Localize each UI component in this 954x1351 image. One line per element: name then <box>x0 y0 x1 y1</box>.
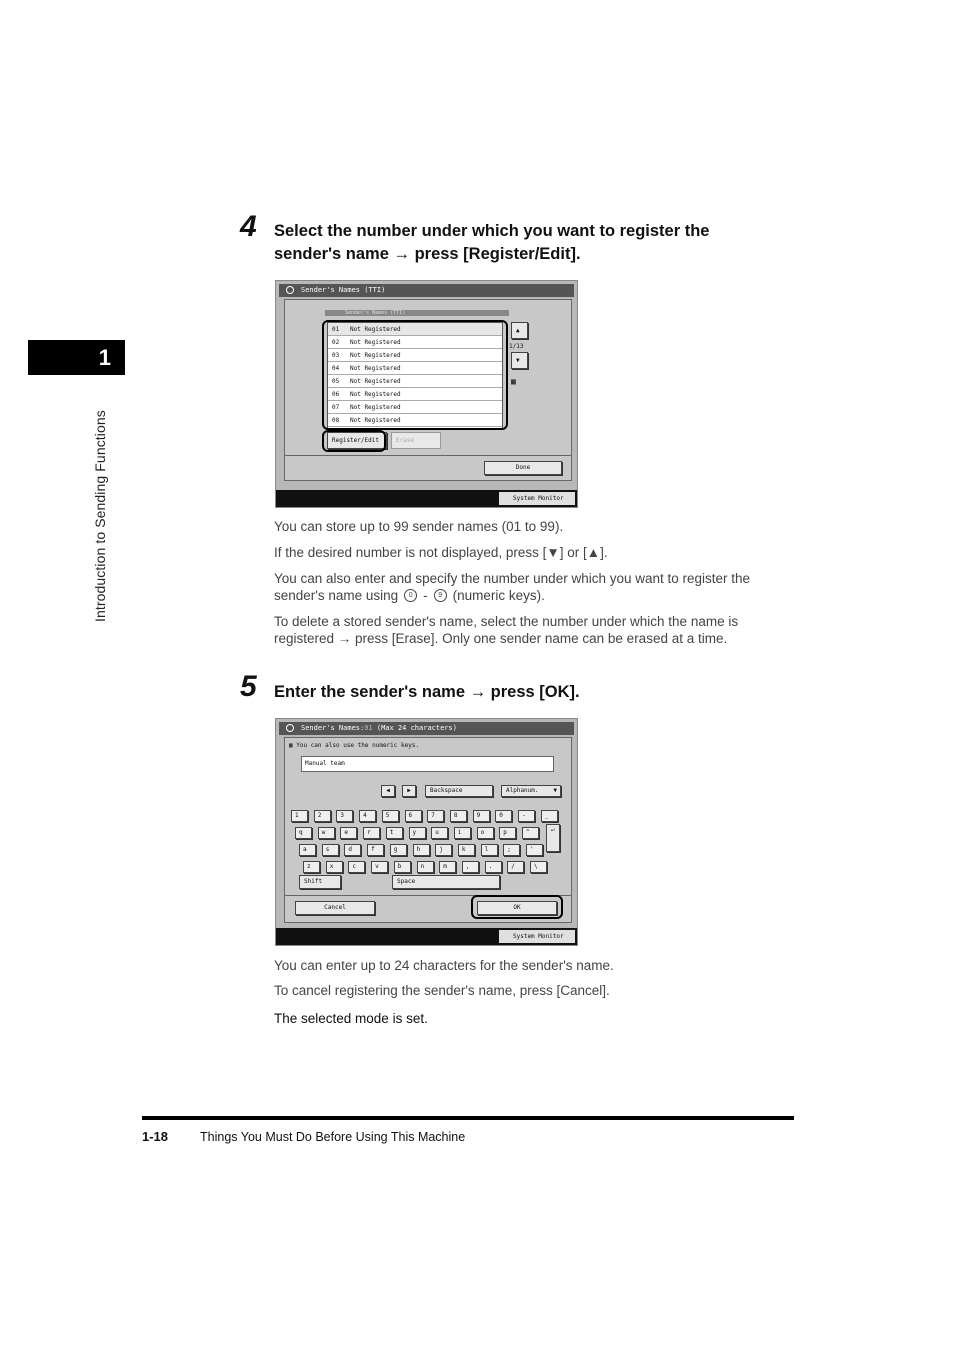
note-store: You can store up to 99 sender names (01 to 99). <box>274 519 564 534</box>
step-4-instruction <box>274 220 710 266</box>
key-row1-8[interactable]: 9 <box>473 810 490 822</box>
list-item-label: Not Registered <box>350 339 401 346</box>
key-row2-5[interactable]: y <box>409 827 426 839</box>
list-header: Sender's Names (TTI) <box>325 310 509 316</box>
list-item-label: Not Registered <box>350 365 401 372</box>
key-row1-4[interactable]: 5 <box>382 810 399 822</box>
screen-title-bar <box>279 722 574 735</box>
list-item-number: 05 <box>332 378 340 385</box>
return-icon: ↵ <box>551 826 555 833</box>
key-row1-10[interactable]: - <box>518 810 535 822</box>
key-row2-1[interactable]: w <box>318 827 335 839</box>
key-row2-3[interactable]: r <box>363 827 380 839</box>
key-row3-5[interactable]: h <box>413 844 430 856</box>
key-row4-2[interactable]: c <box>348 861 365 873</box>
step-4-line-1: Select the number under which you want to register the <box>274 222 710 240</box>
key-row4-8[interactable]: . <box>485 861 502 873</box>
erase-button[interactable]: Erase <box>391 432 441 449</box>
key-row3-10[interactable]: ' <box>526 844 543 856</box>
list-item-label: Not Registered <box>350 352 401 359</box>
key-row1-6[interactable]: 7 <box>427 810 444 822</box>
scroll-down-button[interactable] <box>511 352 528 369</box>
shift-key[interactable]: Shift <box>299 875 341 889</box>
list-item-label: Not Registered <box>350 404 401 411</box>
list-item-label: Not Registered <box>350 378 401 385</box>
chapter-side-label: Introduction to Sending Functions <box>92 410 108 622</box>
key-0-icon: 0 <box>404 589 417 602</box>
input-mode-select[interactable] <box>501 785 561 797</box>
screen-title-bar <box>279 284 574 297</box>
screen-title-suffix: (Max 24 characters) <box>376 724 457 732</box>
note-cancel: To cancel registering the sender's name, press [Cancel]. <box>274 983 610 998</box>
key-row2-10[interactable]: ^ <box>522 827 539 839</box>
key-row1-1[interactable]: 2 <box>314 810 331 822</box>
key-row1-7[interactable]: 8 <box>450 810 467 822</box>
key-row4-4[interactable]: b <box>394 861 411 873</box>
note-numeric-1: You can also enter and specify the number under which you want to register the <box>274 571 751 586</box>
backspace-button[interactable]: Backspace <box>425 785 493 797</box>
done-button[interactable]: Done <box>484 461 562 475</box>
note-numeric-suffix: (numeric keys). <box>452 588 545 603</box>
key-row4-10[interactable]: \ <box>530 861 547 873</box>
key-row1-0[interactable]: 1 <box>291 810 308 822</box>
key-row3-3[interactable]: f <box>367 844 384 856</box>
chapter-number: 1 <box>98 344 111 370</box>
key-row3-7[interactable]: k <box>458 844 475 856</box>
note-scroll: If the desired number is not displayed, press [▼] or [▲]. <box>274 545 608 560</box>
key-row2-8[interactable]: o <box>477 827 494 839</box>
numeric-keys-icon: ▦ <box>289 742 293 749</box>
enter-key[interactable] <box>546 824 560 852</box>
key-row2-9[interactable]: p <box>499 827 516 839</box>
left-arrow-icon: ◀ <box>386 787 390 794</box>
page-number: 1-18 <box>142 1129 169 1144</box>
note-numeric-2: sender's name using 0 - 9 (numeric keys). <box>274 588 545 603</box>
register-highlight <box>322 430 386 452</box>
key-row3-6[interactable]: j <box>435 844 452 856</box>
status-bar <box>276 490 577 507</box>
up-arrow-icon: ▲ <box>516 326 520 334</box>
key-row4-7[interactable]: , <box>462 861 479 873</box>
chevron-down-icon: ▼ <box>553 787 557 794</box>
ok-button[interactable]: OK <box>477 901 557 915</box>
screen-title-number: 01 <box>364 724 373 732</box>
step-5-instruction: Enter the sender's name → press [OK]. <box>274 683 580 701</box>
senders-names-screen <box>275 280 578 508</box>
chapter-tab <box>28 340 125 375</box>
system-monitor-label: System Monitor <box>513 495 564 502</box>
key-row4-5[interactable]: n <box>417 861 434 873</box>
key-row2-7[interactable]: i <box>454 827 471 839</box>
list-item-label: Not Registered <box>350 326 401 333</box>
key-row2-0[interactable]: q <box>295 827 312 839</box>
step-4-line-2: sender's name → press [Register/Edit]. <box>274 245 581 263</box>
footer-title: Things You Must Do Before Using This Machine <box>200 1130 466 1144</box>
input-mode-label: Alphanum. <box>506 787 539 794</box>
key-row3-2[interactable]: d <box>344 844 361 856</box>
numeric-keys-icon: ▦ <box>511 377 516 386</box>
cancel-button[interactable]: Cancel <box>295 901 375 915</box>
screen-icon <box>286 286 294 294</box>
key-row2-4[interactable]: t <box>386 827 403 839</box>
divider <box>285 455 571 456</box>
note-delete-2: registered → press [Erase]. Only one sender name can be erased at a time. <box>274 631 728 646</box>
list-item-label: Not Registered <box>350 417 401 424</box>
system-monitor-button[interactable] <box>499 930 575 943</box>
scroll-up-button[interactable] <box>511 322 528 339</box>
screen-title-prefix: Sender's Names: <box>301 724 365 732</box>
cursor-right-button[interactable] <box>402 785 416 797</box>
register-edit-button[interactable]: Register/Edit <box>327 432 387 449</box>
cursor-left-button[interactable] <box>381 785 395 797</box>
key-row4-0[interactable]: z <box>303 861 320 873</box>
step-4-number: 4 <box>240 210 257 243</box>
list-item-number: 04 <box>332 365 340 372</box>
key-row1-11[interactable]: _ <box>541 810 558 822</box>
status-bar <box>276 928 577 945</box>
list-item-number: 03 <box>332 352 340 359</box>
list-highlight <box>322 320 508 430</box>
step-5-number: 5 <box>240 670 257 703</box>
hint-line <box>289 742 419 749</box>
hint-text: You can also use the numeric keys. <box>296 742 420 749</box>
footer-rule <box>142 1116 794 1120</box>
keyboard-screen <box>275 718 578 946</box>
key-row2-6[interactable]: u <box>431 827 448 839</box>
key-row4-3[interactable]: v <box>371 861 388 873</box>
result-text: The selected mode is set. <box>274 1011 428 1026</box>
key-row1-9[interactable]: 0 <box>495 810 512 822</box>
key-9-icon: 9 <box>434 589 447 602</box>
key-row3-0[interactable]: a <box>299 844 316 856</box>
key-row3-4[interactable]: g <box>390 844 407 856</box>
key-row1-2[interactable]: 3 <box>336 810 353 822</box>
system-monitor-button[interactable] <box>499 492 575 505</box>
key-row2-2[interactable]: e <box>340 827 357 839</box>
list-item-number: 02 <box>332 339 340 346</box>
list-item-label: Not Registered <box>350 391 401 398</box>
list-item-number: 07 <box>332 404 340 411</box>
screen-icon <box>286 724 294 732</box>
key-row4-6[interactable]: m <box>439 861 456 873</box>
key-row3-1[interactable]: s <box>322 844 339 856</box>
name-input[interactable]: Manual team <box>301 756 554 772</box>
list-item-number: 08 <box>332 417 340 424</box>
screen-title: Sender's Names (TTI) <box>301 286 386 294</box>
key-row3-8[interactable]: l <box>481 844 498 856</box>
note-max-chars: You can enter up to 24 characters for the sender's name. <box>274 958 614 973</box>
right-arrow-icon: ▶ <box>407 787 411 794</box>
key-row4-1[interactable]: x <box>326 861 343 873</box>
key-row1-3[interactable]: 4 <box>359 810 376 822</box>
key-row1-5[interactable]: 6 <box>405 810 422 822</box>
key-row3-9[interactable]: ; <box>503 844 520 856</box>
ok-highlight <box>471 895 563 919</box>
key-row4-9[interactable]: / <box>507 861 524 873</box>
note-delete-1: To delete a stored sender's name, select the number under which the name is <box>274 614 739 629</box>
list-item-number: 06 <box>332 391 340 398</box>
down-arrow-icon: ▼ <box>516 356 520 364</box>
list-item-number: 01 <box>332 326 340 333</box>
space-key[interactable]: Space <box>392 875 500 889</box>
note-numeric-text: sender's name using <box>274 588 399 603</box>
page-indicator: 1/13 <box>509 343 524 350</box>
system-monitor-label: System Monitor <box>513 933 564 940</box>
